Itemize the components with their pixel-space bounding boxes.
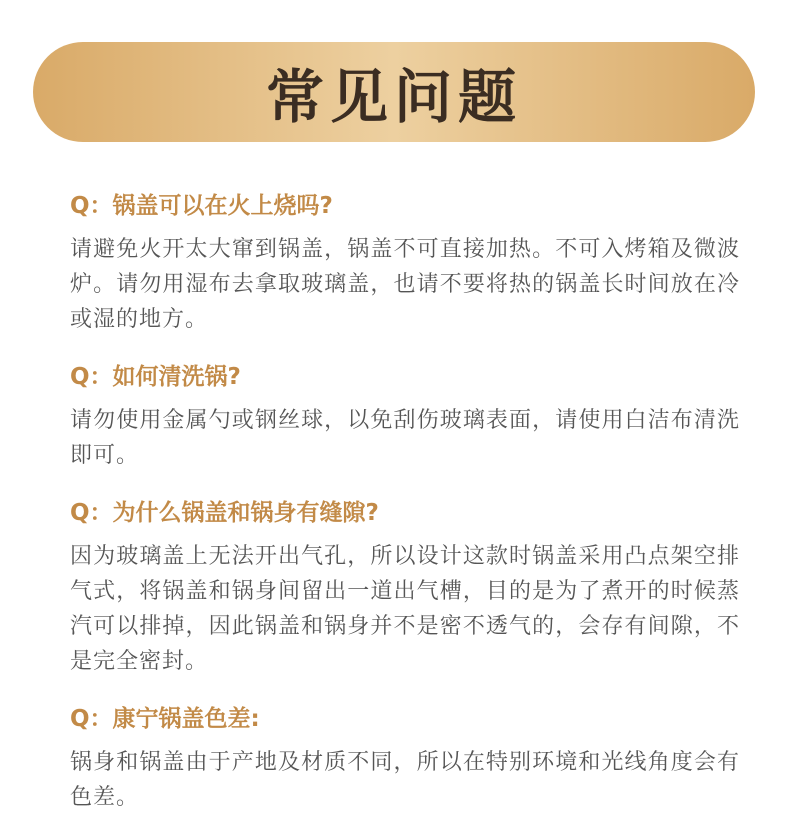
title-banner: [33, 42, 755, 142]
page-title: 常见问题: [265, 63, 522, 131]
faq-answer: 因为玻璃盖上无法开出气孔，所以设计这款时锅盖采用凸点架空排气式，将锅盖和锅身间留出一道出气槽，目的是为了煮开的时候蒸汽可以排掉，因此锅盖和锅身并不是密不透气的，会存有间隙，不是完全密封。: [70, 544, 740, 674]
faq-question: Q：如何清洗锅?: [70, 364, 241, 390]
faq-item: [70, 357, 740, 473]
faq-item: [70, 493, 740, 679]
faq-answer: 锅身和锅盖由于产地及材质不同，所以在特别环境和光线角度会有色差。: [70, 750, 740, 810]
faq-answer: 请勿使用金属勺或钢丝球，以免刮伤玻璃表面，请使用白洁布清洗即可。: [70, 408, 740, 468]
faq-question: Q：康宁锅盖色差:: [70, 706, 260, 732]
faq-answer: 请避免火开太大窜到锅盖，锅盖不可直接加热。不可入烤箱及微波炉。请勿用湿布去拿取玻璃盖，也请不要将热的锅盖长时间放在冷或湿的地方。: [70, 237, 740, 332]
faq-question: Q：锅盖可以在火上烧吗?: [70, 193, 333, 219]
faq-question: Q：为什么锅盖和锅身有缝隙?: [70, 500, 379, 526]
faq-item: [70, 186, 740, 337]
faq-list: [70, 186, 740, 835]
